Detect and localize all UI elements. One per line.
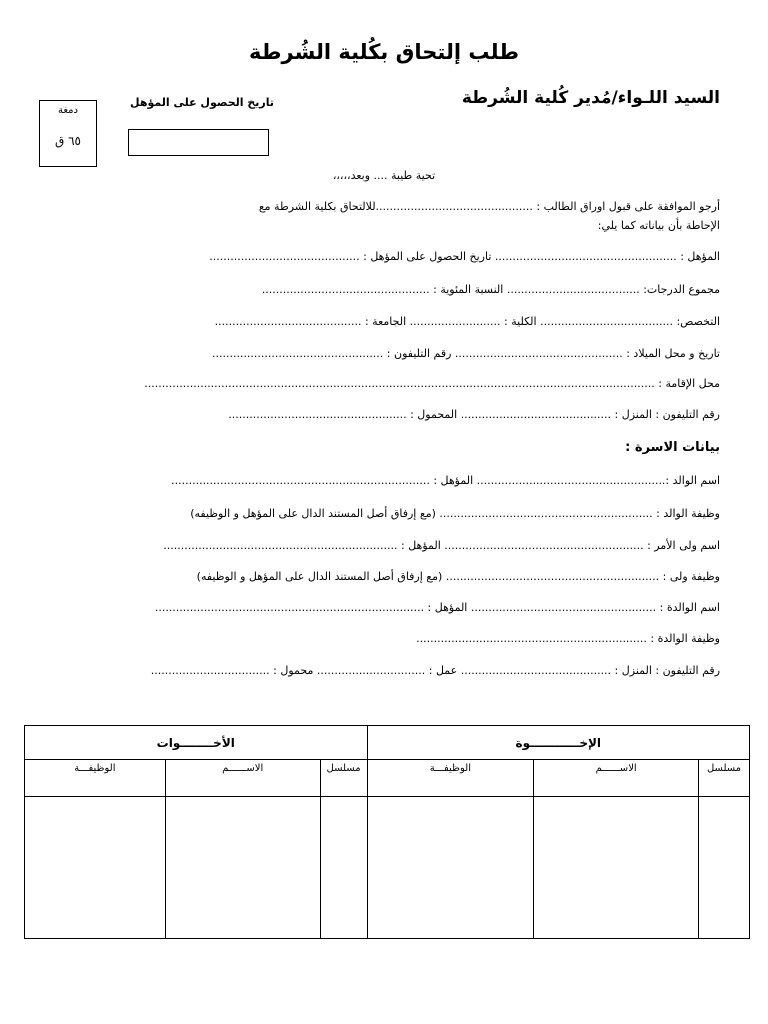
brothers-job-cell[interactable] bbox=[367, 797, 534, 939]
brothers-job-header: الوظيفـــة bbox=[367, 760, 534, 797]
guardian-name-row[interactable]: اسم ولى الأمر : ......................................................... المؤهل : ................................................................... bbox=[163, 539, 720, 552]
mother-job-row[interactable]: وظيفة الوالدة : .................................................................. bbox=[416, 632, 720, 645]
qualification-date-box[interactable] bbox=[128, 129, 269, 156]
greeting: تحية طيبة .... وبعد،،،،، bbox=[332, 169, 436, 182]
guardian-job-row[interactable]: وظيفة ولى : ............................................................. (مع إرفاق أصل المستند الدال على المؤهل و الوظيفه) bbox=[196, 570, 720, 583]
student-phone-row[interactable]: رقم التليفون : المنزل : ........................................... المحمول : ................................................... bbox=[228, 408, 720, 421]
brothers-name-header: الاســــــم bbox=[534, 760, 699, 797]
request-line-2: الإحاطة بأن بياناته كما يلي: bbox=[597, 219, 720, 232]
sisters-serial-cell[interactable] bbox=[320, 797, 367, 939]
grades-row[interactable]: مجموع الدرجات: ...................................... النسبة المئوية : ................................................ bbox=[261, 283, 720, 296]
siblings-table bbox=[24, 725, 750, 939]
stamp-value: ٦٥ ق bbox=[54, 134, 81, 148]
birth-row[interactable]: تاريخ و محل الميلاد : ................................................ رقم التليفون : ................................................. bbox=[211, 347, 720, 360]
brothers-name-cell[interactable] bbox=[534, 797, 699, 939]
sisters-serial-header: مسلسل bbox=[320, 760, 367, 797]
brothers-serial-header: مسلسل bbox=[699, 760, 750, 797]
brothers-serial-cell[interactable] bbox=[699, 797, 750, 939]
form-title: طلب إلتحاق بكُلية الشُرطة bbox=[249, 40, 519, 64]
request-line-1: أرجو الموافقة على قبول اوراق الطالب : .............................................للالتحاق بكلية الشرطة مع bbox=[258, 200, 720, 213]
addressee: السيد اللـواء/مُدير كُلية الشُرطة bbox=[461, 88, 720, 108]
sisters-name-header: الاســــــم bbox=[165, 760, 320, 797]
father-job-row[interactable]: وظيفة الوالد : ............................................................. (مع إرفاق أصل المستند الدال على المؤهل و الوظيفه) bbox=[190, 507, 720, 520]
family-phone-row[interactable]: رقم التليفون : المنزل : ........................................... عمل : ............................... محمول : .................................. bbox=[150, 664, 720, 677]
qualification-date-label: تاريخ الحصول على المؤهل bbox=[130, 96, 274, 109]
sisters-name-cell[interactable] bbox=[165, 797, 320, 939]
father-name-row[interactable]: اسم الوالد :...................................................... المؤهل : .......................................................................... bbox=[171, 474, 720, 487]
specialization-row[interactable]: التخصص: ...................................... الكلية : .......................... الجامعة : .......................................... bbox=[214, 315, 720, 328]
stamp-label: دمغة bbox=[58, 105, 78, 116]
family-section-title: بيانات الاسرة : bbox=[625, 440, 720, 455]
brothers-header: الإخــــــــــــوة bbox=[367, 726, 749, 760]
sisters-job-header: الوظيفـــة bbox=[25, 760, 166, 797]
mother-name-row[interactable]: اسم الوالدة : ..................................................... المؤهل : ............................................................................. bbox=[154, 601, 720, 614]
residence-row[interactable]: محل الإقامة : .................................................................................................................................................. bbox=[144, 377, 720, 390]
sisters-header: الأخــــــــوات bbox=[25, 726, 368, 760]
sisters-job-cell[interactable] bbox=[25, 797, 166, 939]
qualification-row[interactable]: المؤهل : .................................................... تاريخ الحصول على المؤهل : ........................................... bbox=[209, 250, 720, 263]
